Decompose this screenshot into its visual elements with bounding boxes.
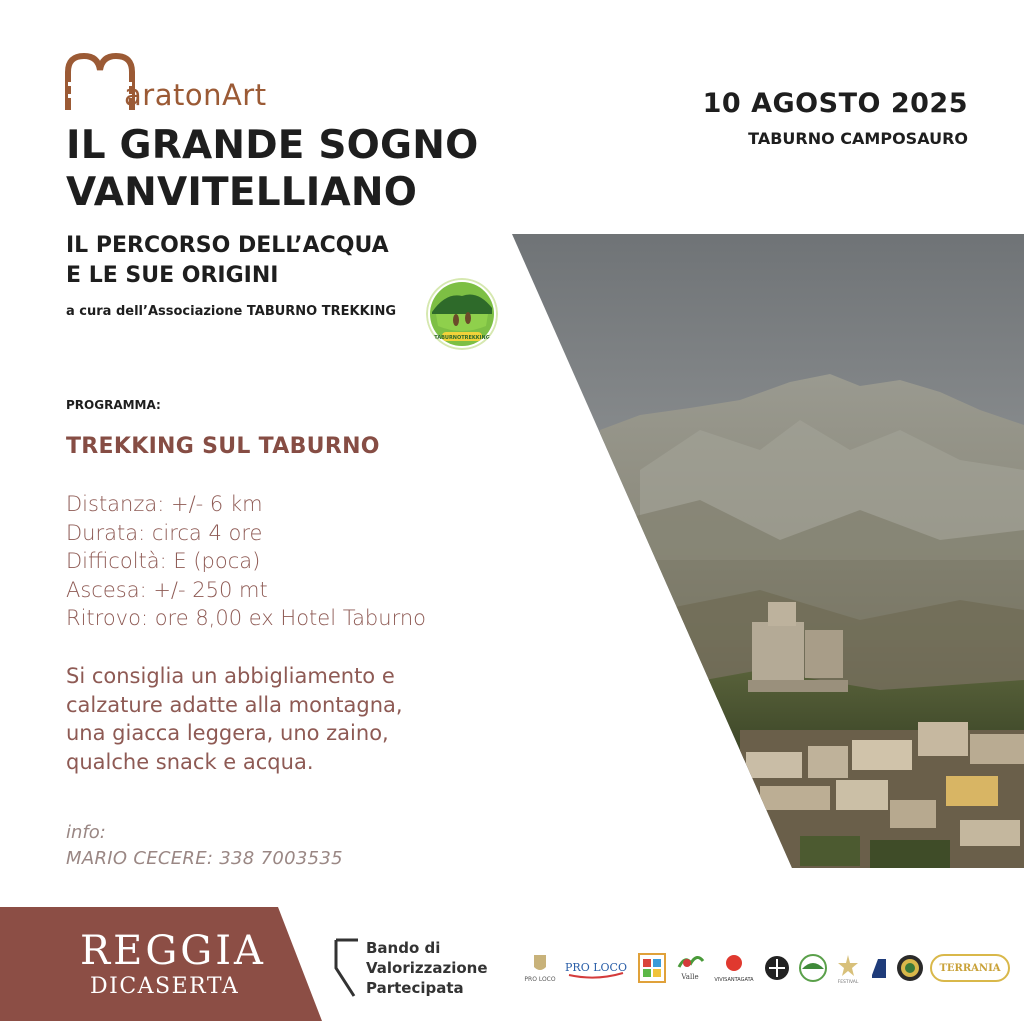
detail-difficulty: Difficoltà: E (poca) (66, 549, 261, 573)
advice-line: una giacca leggera, uno zaino, (66, 721, 389, 745)
curated-by: a cura dell’Associazione TABURNO TREKKING (66, 304, 397, 319)
sponsor-text: FESTIVAL (837, 980, 859, 985)
festival-logo-icon (833, 951, 863, 985)
maratonart-logo (64, 50, 267, 112)
taburno-trekking-badge-icon (426, 278, 498, 350)
sponsor-logos (524, 948, 1010, 988)
pro-loco-crest-icon (524, 951, 556, 985)
program-title: TREKKING SUL TABURNO (66, 434, 380, 459)
subtitle-line-1: IL PERCORSO DELL’ACQUA (66, 233, 389, 258)
detail-meeting: Ritrovo: ore 8,00 ex Hotel Taburno (66, 606, 426, 630)
green-circle-logo-icon (798, 951, 828, 985)
bando-line: Partecipata (366, 979, 464, 997)
pro-loco-caserta-icon (561, 951, 631, 985)
logo-text: aratonArt (124, 78, 267, 112)
detail-duration: Durata: circa 4 ore (66, 520, 263, 545)
advice-line: qualche snack e acqua. (66, 749, 314, 774)
sponsor-text: PRO LOCO (524, 976, 556, 983)
bando-mark-icon (332, 938, 362, 998)
badge-text: TABURNOTREKKING (434, 335, 490, 341)
info-label: info: (66, 822, 106, 843)
sponsor-text: TERRANIA (939, 963, 1001, 974)
subtitle-line-2: E LE SUE ORIGINI (66, 263, 279, 288)
terrania-film-festival-icon (930, 951, 1010, 985)
event-subtitle (66, 231, 389, 291)
bando-line: Bando di (366, 939, 441, 957)
reggia-logo-title: REGGIA (80, 928, 266, 974)
colorful-square-logo-icon (636, 951, 668, 985)
equipment-advice (66, 662, 526, 776)
detail-distance: Distanza: +/- 6 km (66, 492, 263, 516)
title-line-1: IL GRANDE SOGNO (66, 123, 479, 168)
reggia-logo-subtitle: DICASERTA (90, 974, 240, 999)
sponsor-text: VIVISANTAGATA (714, 977, 754, 983)
info-contact: MARIO CECERE: 338 7003535 (66, 848, 343, 869)
title-line-2: VANVITELLIANO (66, 170, 418, 215)
vivisantagata-icon (712, 951, 756, 985)
program-label: PROGRAMMA: (66, 398, 161, 412)
sponsor-text: Valle (681, 973, 699, 981)
event-place: TABURNO CAMPOSAURO (748, 129, 968, 148)
bando-line: Valorizzazione (366, 959, 488, 977)
piano-logo-icon (868, 951, 890, 985)
round-crest-icon (895, 951, 925, 985)
advice-line: calzature adatte alla montagna, (66, 692, 403, 717)
detail-ascent: Ascesa: +/- 250 mt (66, 577, 268, 602)
event-date: 10 AGOSTO 2025 (702, 88, 968, 119)
trek-details (66, 490, 426, 633)
advice-line: Si consiglia un abbigliamento e (66, 664, 395, 688)
bando-text (366, 938, 488, 998)
pro-loco-valle-icon (673, 951, 707, 985)
sponsor-text: PRO LOCO (565, 961, 627, 974)
event-title (66, 122, 478, 216)
black-emblem-icon (761, 951, 793, 985)
